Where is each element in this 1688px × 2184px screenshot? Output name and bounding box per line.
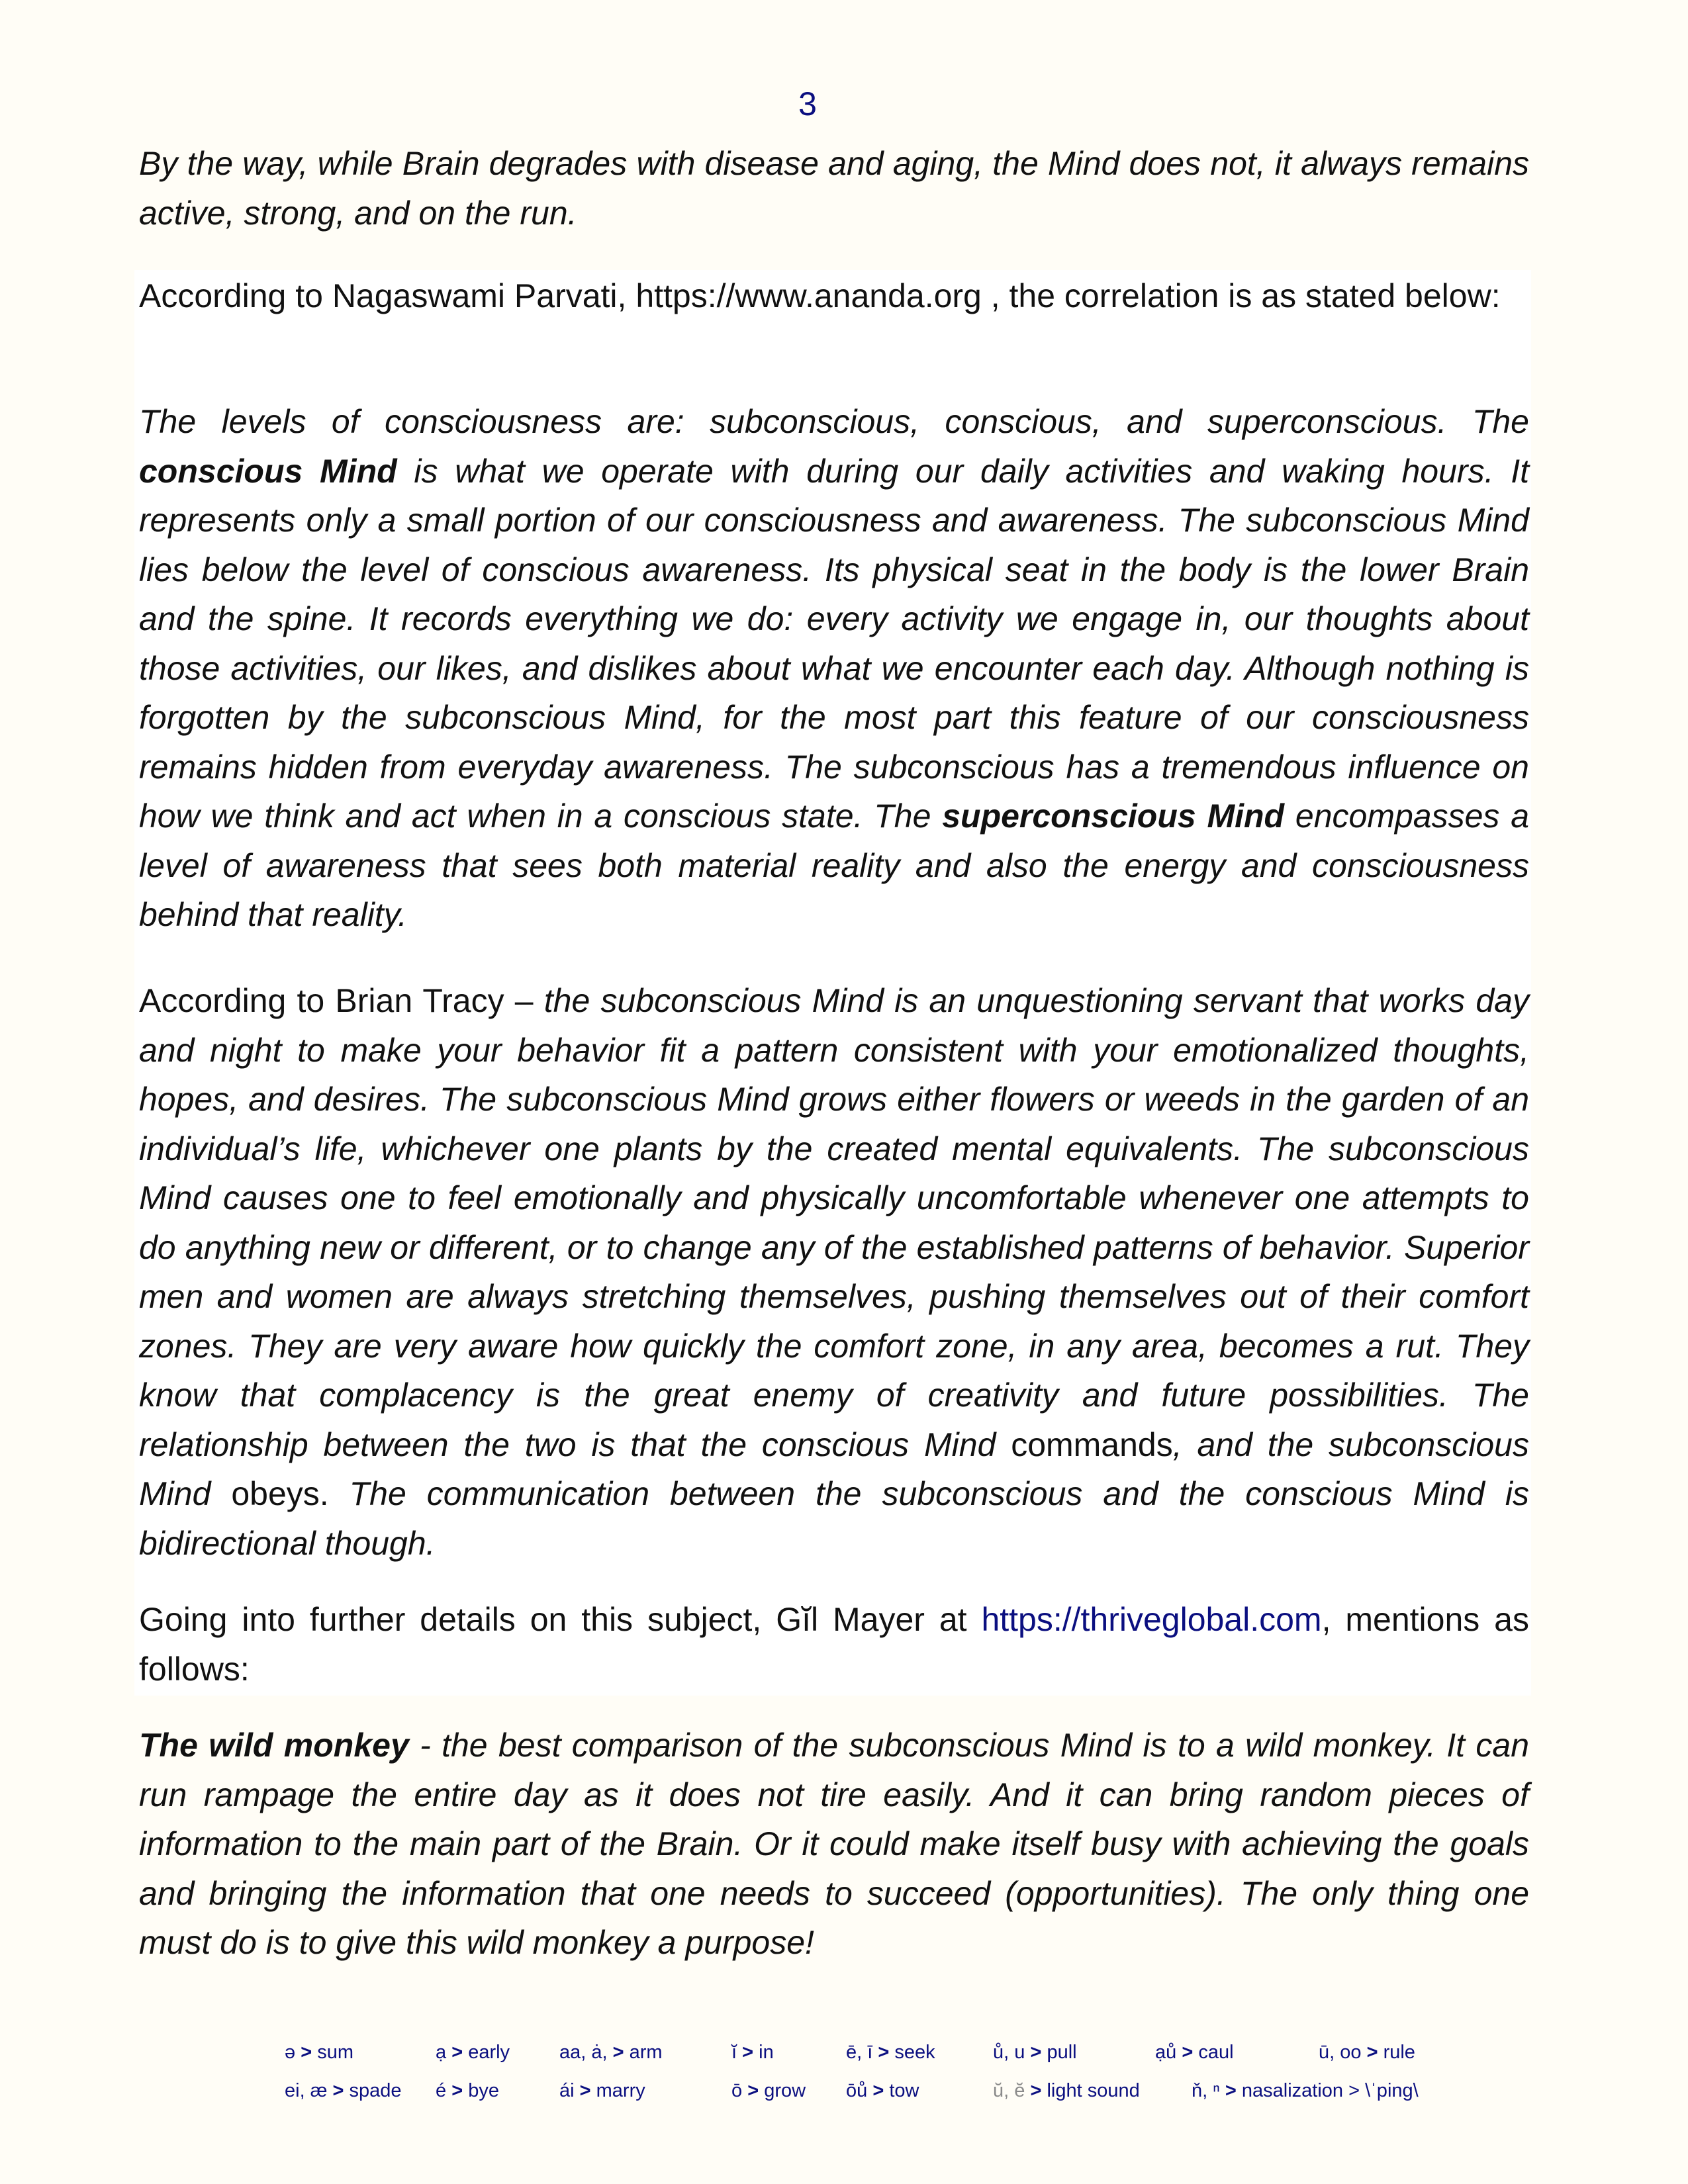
levels-text-2: is what we operate with during our daily activities and waking hours. It represents only a small portion of our consciousness and awareness. The subconscious Mind lies below the level of conscious awareness. Its physical seat in the body is the lower Brain and the spine. It records everything we do: every activity we engage in, our thoughts about those activities, our likes, and dislikes about what we encounter each day. Although nothing is forgotten by the subconscious Mind, for the most part this feature of our consciousness remains hidden from everyday awareness. The subconscious has a tremendous influence on how we think and act when in a conscious state. The (139, 452, 1529, 835)
legend-item: aa, ȧ, > arm (559, 2042, 663, 2063)
tracy-quote-2: , and the subconscious Mind (139, 1426, 1529, 1512)
legend-item: ň, ⁿ > nasalization > \ˈping\ (1192, 2080, 1419, 2101)
legend-item: é > bye (436, 2080, 499, 2101)
legend-item: ē, ī > seek (846, 2042, 935, 2063)
going-text-before: Going into further details on this subject, Gĭl Mayer at (139, 1601, 982, 1638)
levels-text-3: encompasses a level of awareness that sees both material reality and also the energy and consciousness behind that reality. (139, 797, 1529, 933)
wild-monkey-paragraph (139, 1721, 1529, 1968)
legend-item: ə > sum (285, 2042, 353, 2063)
levels-of-consciousness-paragraph (139, 397, 1529, 940)
ananda-paragraph (139, 271, 1529, 321)
legend-item: ū, oo > rule (1319, 2042, 1415, 2063)
superconscious-mind-term: superconscious Mind (942, 797, 1285, 835)
legend-item: ái > marry (559, 2080, 645, 2101)
tracy-lead: According to Brian Tracy – (139, 982, 544, 1019)
wild-monkey-text: - the best comparison of the subconscious Mind is to a wild monkey. It can run rampage the entire day as it does not tire easily. And it can bring random pieces of information to the main part of the Brain. Or it could make itself busy with achieving the goals and bringing the information that one needs to succeed (opportunities). The only thing one must do is to give this wild monkey a purpose! (139, 1727, 1529, 1961)
tracy-obeys: obeys. (211, 1475, 350, 1512)
legend-item: ei, æ > spade (285, 2080, 402, 2101)
brian-tracy-paragraph (139, 976, 1529, 1568)
legend-item: ạů > caul (1155, 2042, 1234, 2063)
wild-monkey-term: The wild monkey (139, 1727, 409, 1764)
intro-paragraph (139, 139, 1529, 238)
intro-text: By the way, while Brain degrades with disease and aging, the Mind does not, it always remains active, strong, and on the run. (139, 145, 1529, 232)
tracy-commands: commands (996, 1426, 1173, 1463)
legend-item: ạ > early (436, 2042, 510, 2063)
legend-item: ō > grow (731, 2080, 806, 2101)
page-number: 3 (798, 85, 817, 122)
going-text-after: , mentions as follows: (139, 1601, 1529, 1688)
legend-item: ĭ > in (731, 2042, 774, 2063)
legend-item: ŭ, ĕ > light sound (993, 2080, 1140, 2101)
tracy-quote-1: the subconscious Mind is an unquestioning servant that works day and night to make your behavior fit a pattern consistent with your emotionalized thoughts, hopes, and desires. The subconscious Mind grows either flowers or weeds in the garden of an individual’s life, whichever one plants by the created mental equivalents. The subconscious Mind causes one to feel emotionally and physically uncomfortable whenever one attempts to do anything new or different, or to change any of the established patterns of behavior. Superior men and women are always stretching themselves, pushing themselves out of their comfort zones. They are very aware how quickly the comfort zone, in any area, becomes a rut. They know that complacency is the great enemy of creativity and future possibilities. The relationship between the two is that the conscious Mind (139, 982, 1529, 1463)
levels-text-1: The levels of consciousness are: subconscious, conscious, and superconscious. The (139, 403, 1529, 440)
thriveglobal-paragraph (139, 1595, 1529, 1694)
tracy-quote-3: The communication between the subconscious and the conscious Mind is bidirectional though. (139, 1475, 1529, 1562)
ananda-text: According to Nagaswami Parvati, https://www.ananda.org , the correlation is as stated below: (139, 277, 1501, 314)
conscious-mind-term: conscious Mind (139, 452, 397, 490)
legend-item: ōů > tow (846, 2080, 919, 2101)
legend-item: ů, u > pull (993, 2042, 1077, 2063)
thriveglobal-link[interactable]: https://thriveglobal.com (981, 1601, 1322, 1638)
